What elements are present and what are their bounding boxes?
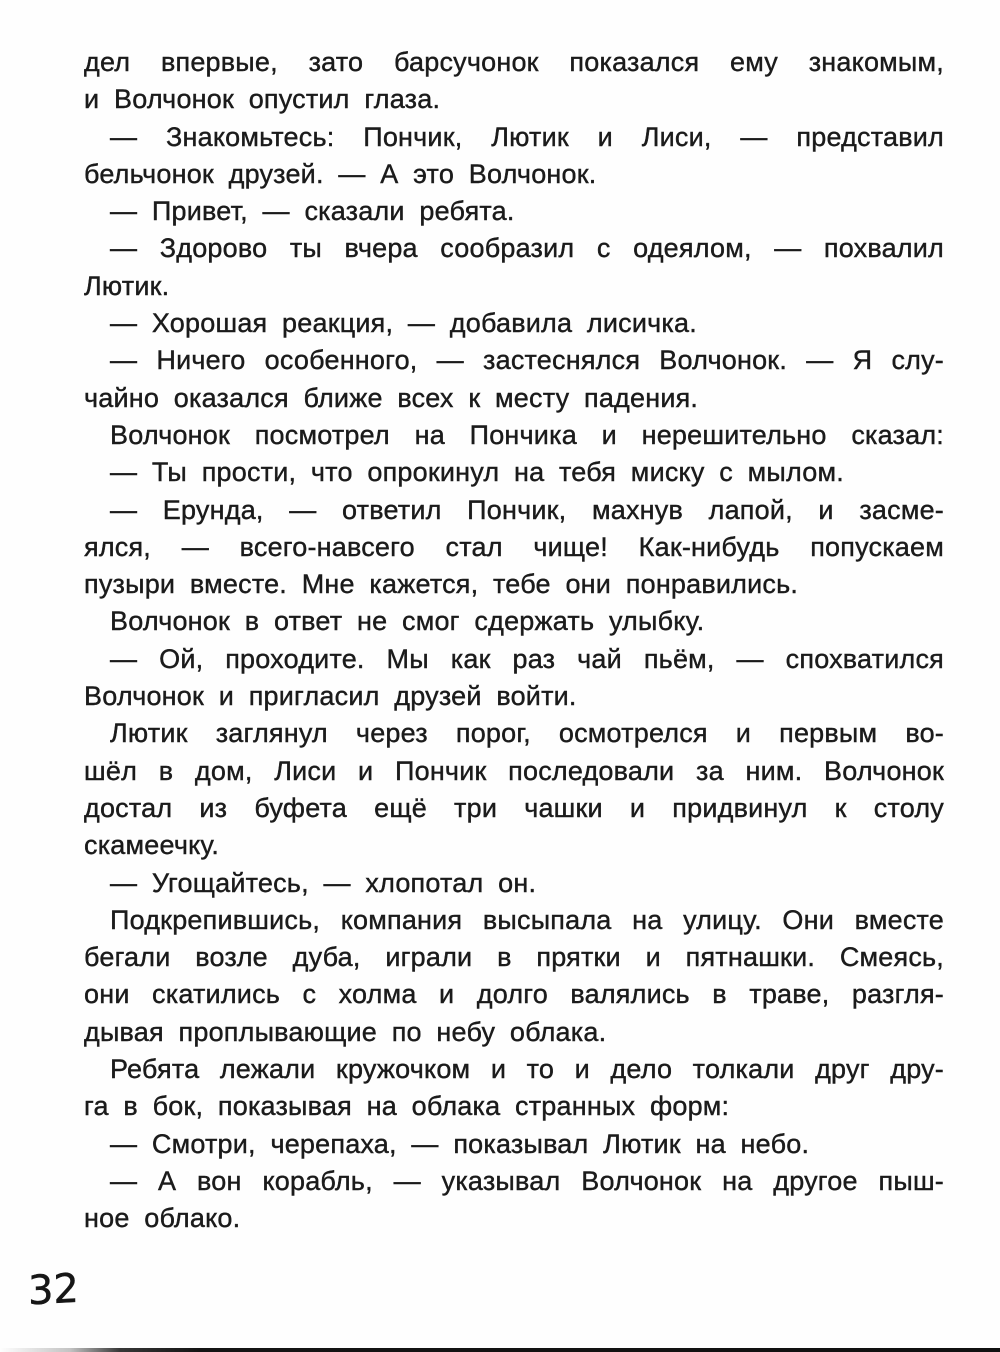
text-line: Волчонок и пригласил друзей войти. (84, 681, 577, 712)
text-line: достал из буфета ещё три чашки и придвинул к столу (84, 792, 944, 823)
text-line: — Привет, — сказали ребята. (110, 196, 515, 227)
text-block (84, 44, 944, 1238)
text-line: Лютик. (84, 270, 170, 301)
text-line: скамеечку. (84, 830, 220, 861)
text-line: бельчонок друзей. — А это Волчонок. (84, 158, 597, 189)
text-line: — Хорошая реакция, — добавила лисичка. (110, 308, 697, 339)
text-line: — Смотри, черепаха, — показывал Лютик на небо. (110, 1128, 810, 1159)
text-line: — А вон корабль, — указывал Волчонок на другое пыш- (110, 1165, 944, 1196)
text-line: Волчонок посмотрел на Пончика и нерешительно сказал: (110, 419, 944, 450)
text-line: Ребята лежали кружочком и то и дело толкали друг дру- (110, 1054, 944, 1085)
text-line: дел впервые, зато барсучонок показался ему знакомым, (84, 47, 944, 77)
text-line: — Ничего особенного, — застеснялся Волчонок. — Я слу- (110, 345, 944, 376)
text-line: ялся, — всего-навсего стал чище! Как-нибудь попускаем (84, 531, 944, 562)
text-line: пузыри вместе. Мне кажется, тебе они понравились. (84, 569, 799, 600)
text-line: — Угощайтесь, — хлопотал он. (110, 867, 537, 898)
text-line: Волчонок в ответ не смог сдержать улыбку. (110, 606, 705, 637)
page-number: 32 (27, 1265, 80, 1315)
text-line: дывая проплывающие по небу облака. (84, 1016, 607, 1047)
text-line: ное облако. (84, 1203, 241, 1234)
text-line: — Знакомьтесь: Пончик, Лютик и Лиси, — представил (110, 121, 944, 152)
text-line: и Волчонок опустил глаза. (84, 84, 441, 115)
page-bottom-edge-shadow (0, 1348, 1000, 1352)
text-line: — Здорово ты вчера сообразил с одеялом, — похвалил (110, 233, 944, 264)
text-line: они скатились с холма и долго валялись в траве, разгля- (84, 979, 944, 1010)
text-line: Лютик заглянул через порог, осмотрелся и первым во- (110, 718, 944, 749)
text-line: бегали возле дуба, играли в прятки и пятнашки. Смеясь, (84, 942, 944, 973)
text-line: шёл в дом, Лиси и Пончик последовали за ним. Волчонок (84, 755, 944, 786)
text-line: — Ой, проходите. Мы как раз чай пьём, — спохватился (110, 643, 944, 674)
text-line: — Ты прости, что опрокинул на тебя миску с мылом. (110, 457, 844, 488)
text-line: га в бок, показывая на облака странных форм: (84, 1091, 730, 1122)
text-line: чайно оказался ближе всех к месту падения. (84, 382, 699, 413)
text-line: Подкрепившись, компания высыпала на улицу. Они вместе (110, 904, 944, 935)
text-line: — Ерунда, — ответил Пончик, махнув лапой, и засме- (110, 494, 944, 525)
